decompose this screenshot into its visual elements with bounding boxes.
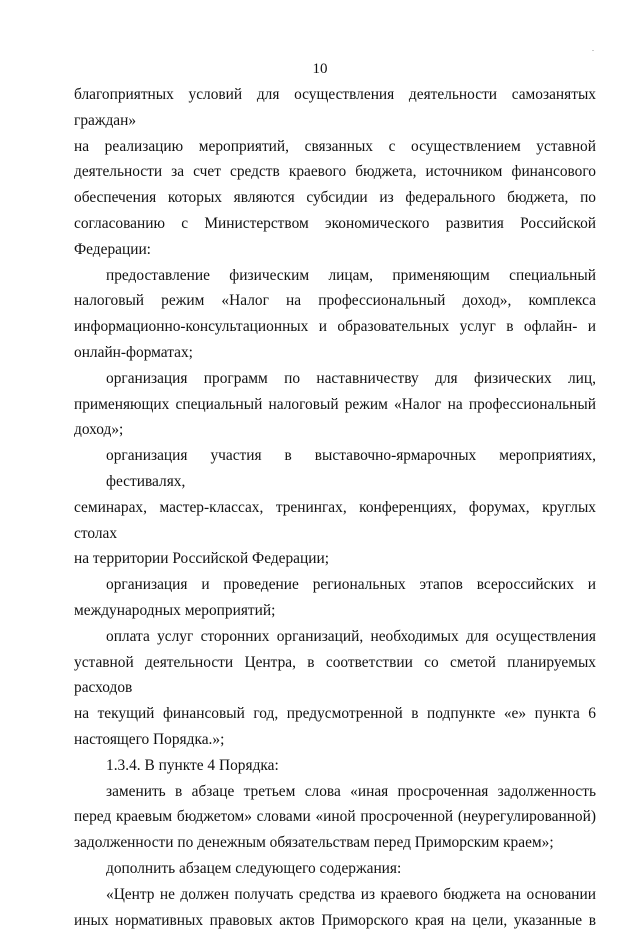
text-line: международных мероприятий; — [74, 598, 596, 624]
text-line: на текущий финансовый год, предусмотренной в подпункте «е» пункта 6 — [74, 701, 596, 727]
text-line: обеспечения которых являются субсидии из федерального бюджета, по — [74, 185, 596, 211]
text-line: оплата услуг сторонних организаций, необходимых для осуществления — [74, 624, 596, 650]
text-line: организация и проведение региональных этапов всероссийских и — [74, 572, 596, 598]
text-line: организация программ по наставничеству для физических лиц, — [74, 366, 596, 392]
text-line: заменить в абзаце третьем слова «иная просроченная задолженность — [74, 779, 596, 805]
corner-mark: . — [592, 44, 594, 53]
text-line: онлайн-форматах; — [74, 340, 596, 366]
text-line: согласованию с Министерством экономического развития Российской — [74, 211, 596, 237]
text-line: благоприятных условий для осуществления деятельности самозанятых граждан» — [74, 82, 596, 134]
page-number: 10 — [0, 60, 640, 78]
text-line: деятельности за счет средств краевого бюджета, источником финансового — [74, 159, 596, 185]
text-line: уставной деятельности Центра, в соответствии со сметой планируемых расходов — [74, 650, 596, 702]
text-line: Федерации: — [74, 237, 596, 263]
text-line: информационно-консультационных и образовательных услуг в офлайн- и — [74, 314, 596, 340]
text-line: предоставление физическим лицам, применяющим специальный — [74, 263, 596, 289]
text-line: организация участия в выставочно-ярмарочных мероприятиях, фестивалях, — [74, 443, 596, 495]
text-line: доход»; — [74, 417, 596, 443]
text-line: применяющих специальный налоговый режим «Налог на профессиональный — [74, 392, 596, 418]
text-line: настоящего Порядка.»; — [74, 727, 596, 753]
document-body — [74, 82, 596, 933]
text-line: налоговый режим «Налог на профессиональный доход», комплекса — [74, 288, 596, 314]
text-line: дополнить абзацем следующего содержания: — [74, 856, 596, 882]
text-line: перед краевым бюджетом» словами «иной просроченной (неурегулированной) — [74, 804, 596, 830]
text-line: 1.3.4. В пункте 4 Порядка: — [74, 753, 596, 779]
text-line: на территории Российской Федерации; — [74, 546, 596, 572]
text-line: на реализацию мероприятий, связанных с осуществлением уставной — [74, 134, 596, 160]
text-line: иных нормативных правовых актов Приморского края на цели, указанные в — [74, 908, 596, 933]
text-line: «Центр не должен получать средства из краевого бюджета на основании — [74, 882, 596, 908]
text-line: семинарах, мастер-классах, тренингах, конференциях, форумах, круглых столах — [74, 495, 596, 547]
text-line: задолженности по денежным обязательствам перед Приморским краем»; — [74, 830, 596, 856]
